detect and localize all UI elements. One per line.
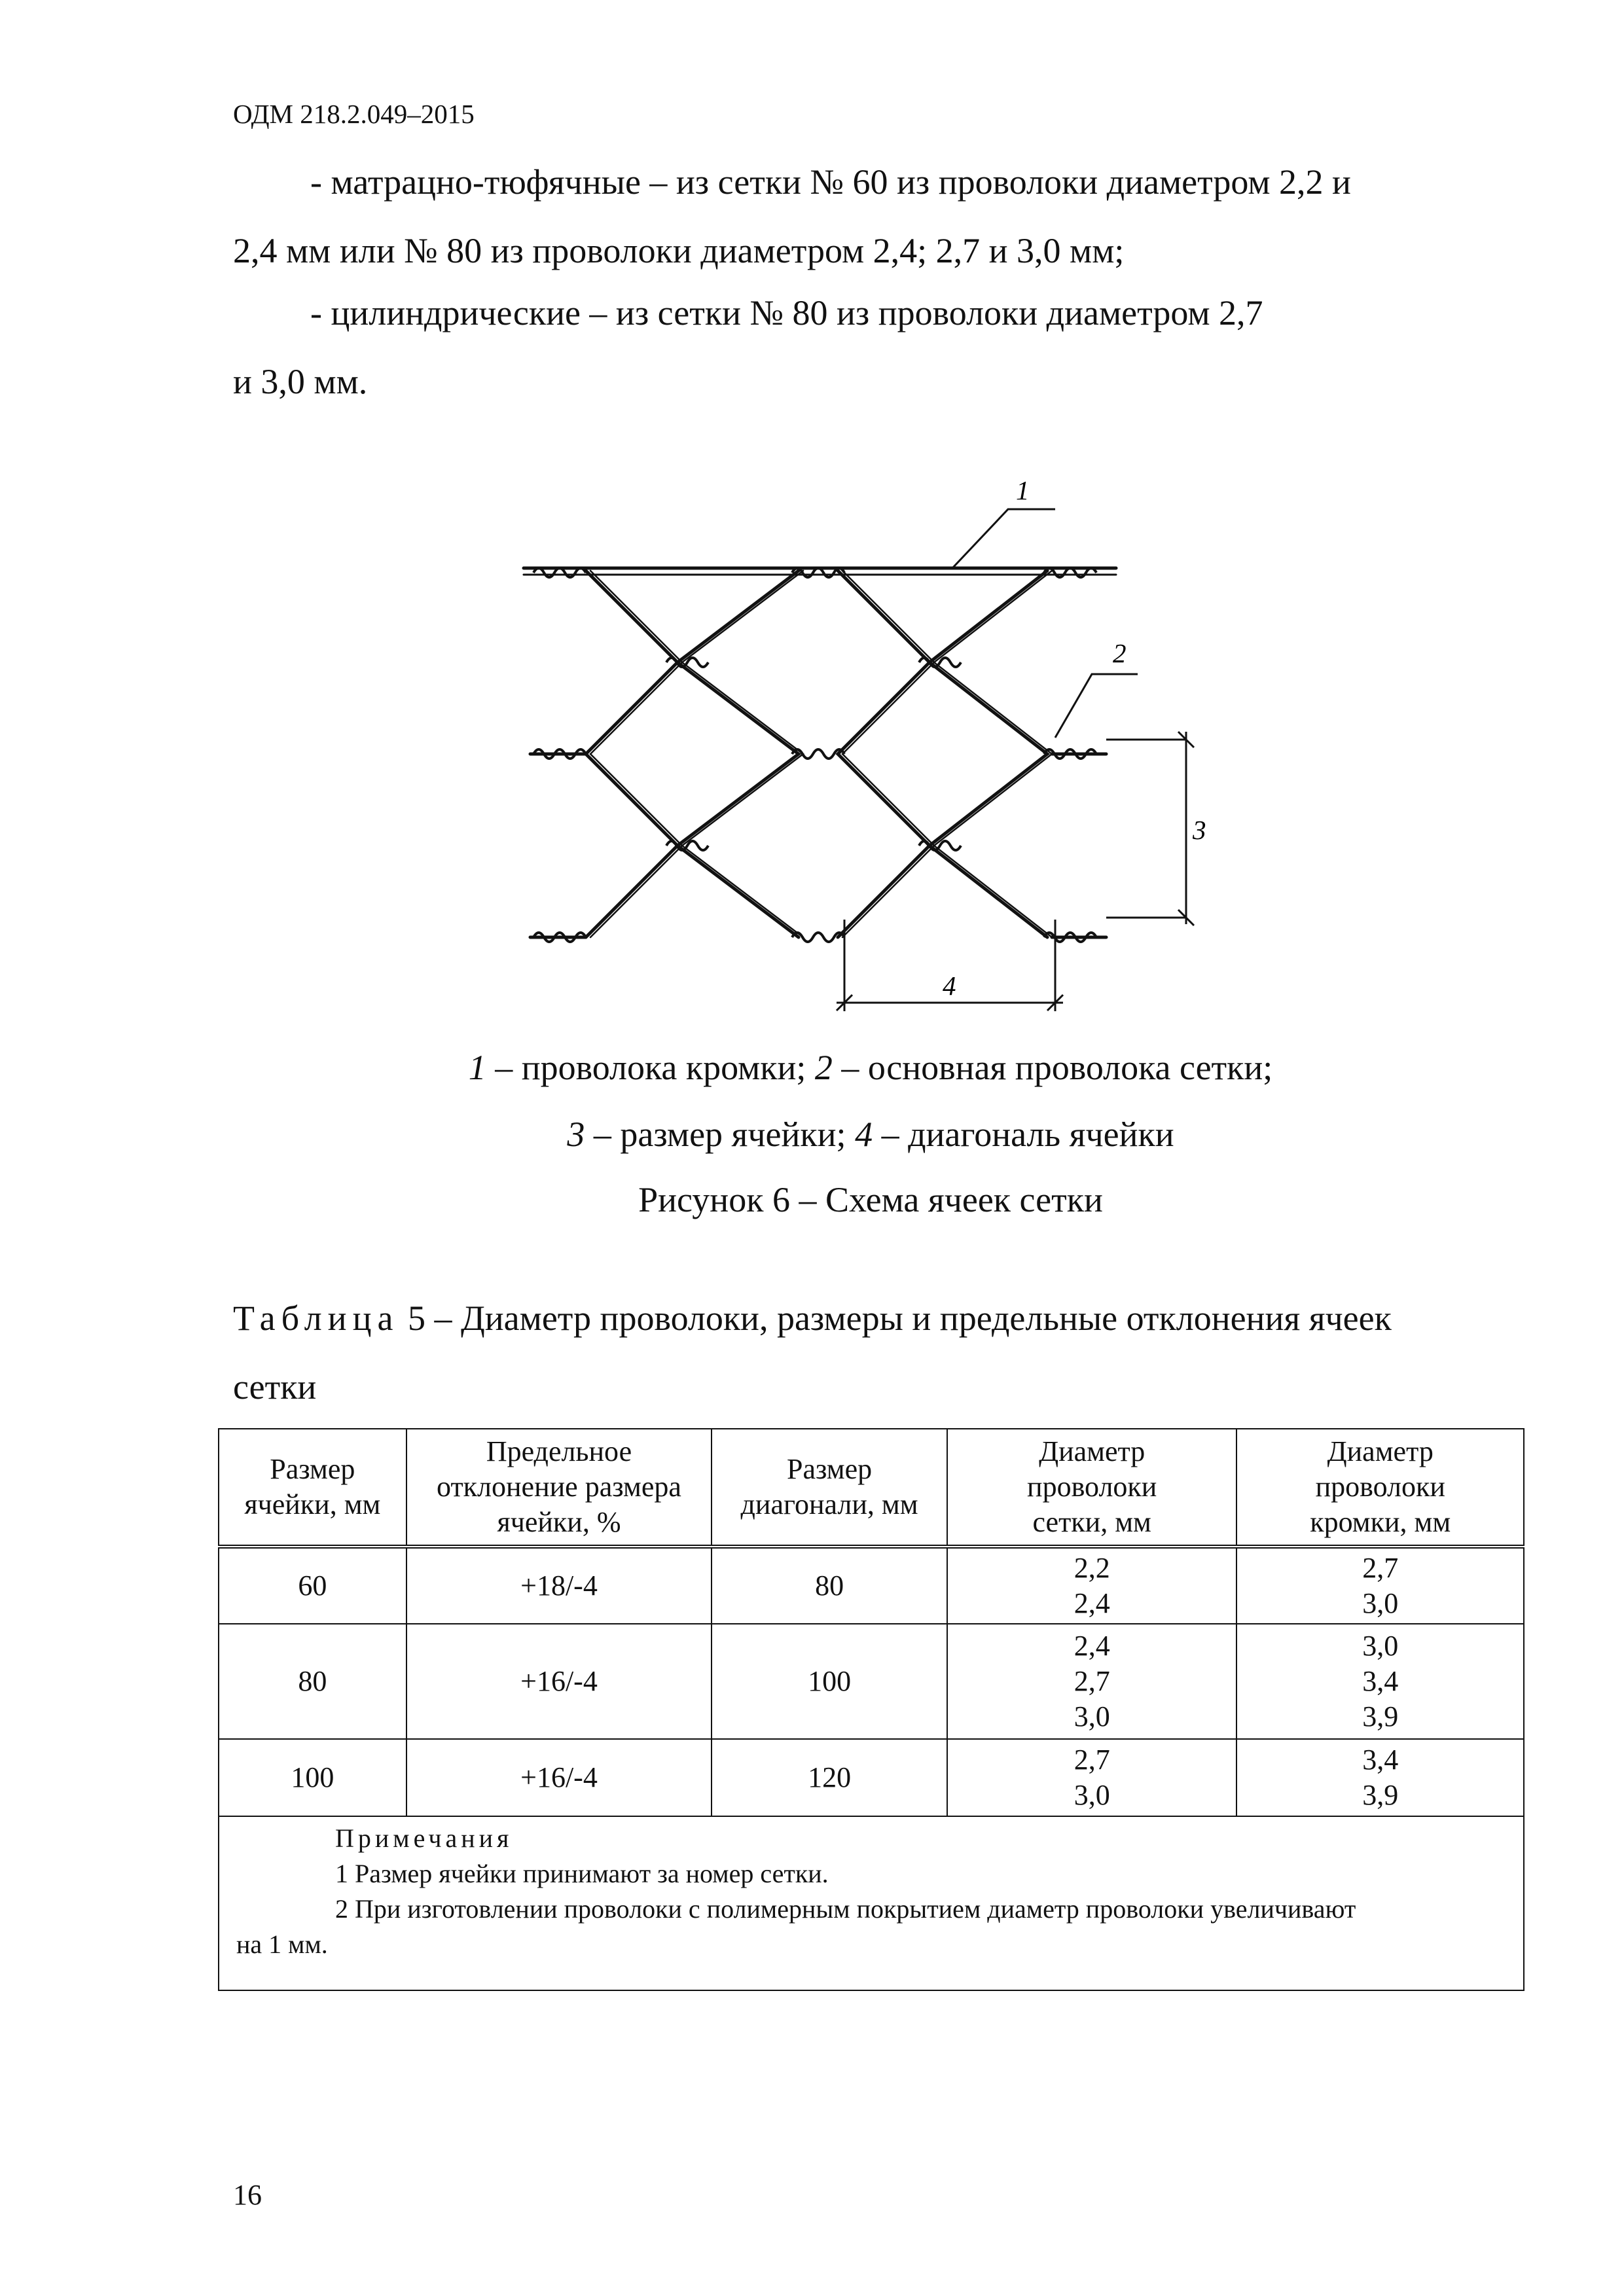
paragraph-line: 2,4 мм или № 80 из проволоки диаметром 2,4; 2,7 и 3,0 мм; (233, 231, 1125, 270)
header-cell-deviation: Предельное отклонение размера ячейки, % (406, 1429, 712, 1547)
cell-diagonal: 100 (712, 1624, 947, 1739)
cell-wire-diameter: 2,7 3,0 (947, 1739, 1237, 1816)
label-2: 2 (1113, 638, 1127, 668)
figure-legend-line-1: 1 – проволока кромки; 2 – основная проволока сетки; (468, 1048, 1273, 1087)
table-caption (233, 1284, 1508, 1422)
table-notes-row (219, 1816, 1524, 1990)
note-1: 1 Размер ячейки принимают за номер сетки. (335, 1859, 829, 1888)
table-caption-cont: сетки (233, 1367, 317, 1407)
twist-nodes (533, 568, 1096, 942)
header-cell-size: Размер ячейки, мм (219, 1429, 406, 1547)
cell-deviation: +16/-4 (406, 1624, 712, 1739)
cell-edge-diameter: 3,0 3,4 3,9 (1236, 1624, 1524, 1739)
mesh-diagram (511, 465, 1244, 1028)
header-cell-edge-diameter: Диаметр проволоки кромки, мм (1236, 1429, 1524, 1547)
cell-wire-diameter: 2,2 2,4 (947, 1547, 1237, 1624)
cell-edge-diameter: 3,4 3,9 (1236, 1739, 1524, 1816)
label-4: 4 (943, 971, 956, 1001)
paragraph-cylindrical (233, 279, 1508, 416)
cell-deviation: +18/-4 (406, 1547, 712, 1624)
table-row (219, 1547, 1524, 1624)
label-1: 1 (1016, 475, 1030, 505)
cell-size: 100 (219, 1739, 406, 1816)
table-row (219, 1624, 1524, 1739)
cell-edge-diameter: 2,7 3,0 (1236, 1547, 1524, 1624)
page-number: 16 (233, 2179, 262, 2211)
cell-diagonal: 80 (712, 1547, 947, 1624)
table-5 (218, 1428, 1525, 1991)
notes-title: Примечания (335, 1823, 513, 1853)
paragraph-line: - матрацно-тюфячные – из сетки № 60 из проволоки диаметром 2,2 и (310, 162, 1351, 202)
cell-diagonal: 120 (712, 1739, 947, 1816)
cell-wire-diameter: 2,4 2,7 3,0 (947, 1624, 1237, 1739)
cell-size: 80 (219, 1624, 406, 1739)
table-row (219, 1739, 1524, 1816)
label-3: 3 (1193, 815, 1206, 845)
table-header-row (219, 1429, 1524, 1547)
figure-title: Рисунок 6 – Схема ячеек сетки (638, 1180, 1103, 1219)
paragraph-line: и 3,0 мм. (233, 362, 368, 401)
note-2-cont: на 1 мм. (236, 1929, 328, 1959)
cell-size: 60 (219, 1547, 406, 1624)
table-notes (219, 1816, 1524, 1990)
header-cell-wire-diameter: Диаметр проволоки сетки, мм (947, 1429, 1237, 1547)
header-cell-diagonal: Размер диагонали, мм (712, 1429, 947, 1547)
note-2: 2 При изготовлении проволоки с полимерным покрытием диаметр проволоки увеличивают (335, 1894, 1356, 1924)
table-caption-line: Таблица 5 – Диаметр проволоки, размеры и предельные отклонения ячеек (233, 1299, 1392, 1338)
paragraph-mattress (233, 148, 1508, 285)
dimension-lines (837, 509, 1194, 1011)
document-code: ОДМ 218.2.049–2015 (233, 99, 475, 129)
paragraph-line: - цилиндрические – из сетки № 80 из проволоки диаметром 2,7 (310, 293, 1263, 332)
figure-legend-line-2: 3 – размер ячейки; 4 – диагональ ячейки (567, 1115, 1174, 1154)
cell-deviation: +16/-4 (406, 1739, 712, 1816)
mesh-wires (524, 568, 1116, 937)
